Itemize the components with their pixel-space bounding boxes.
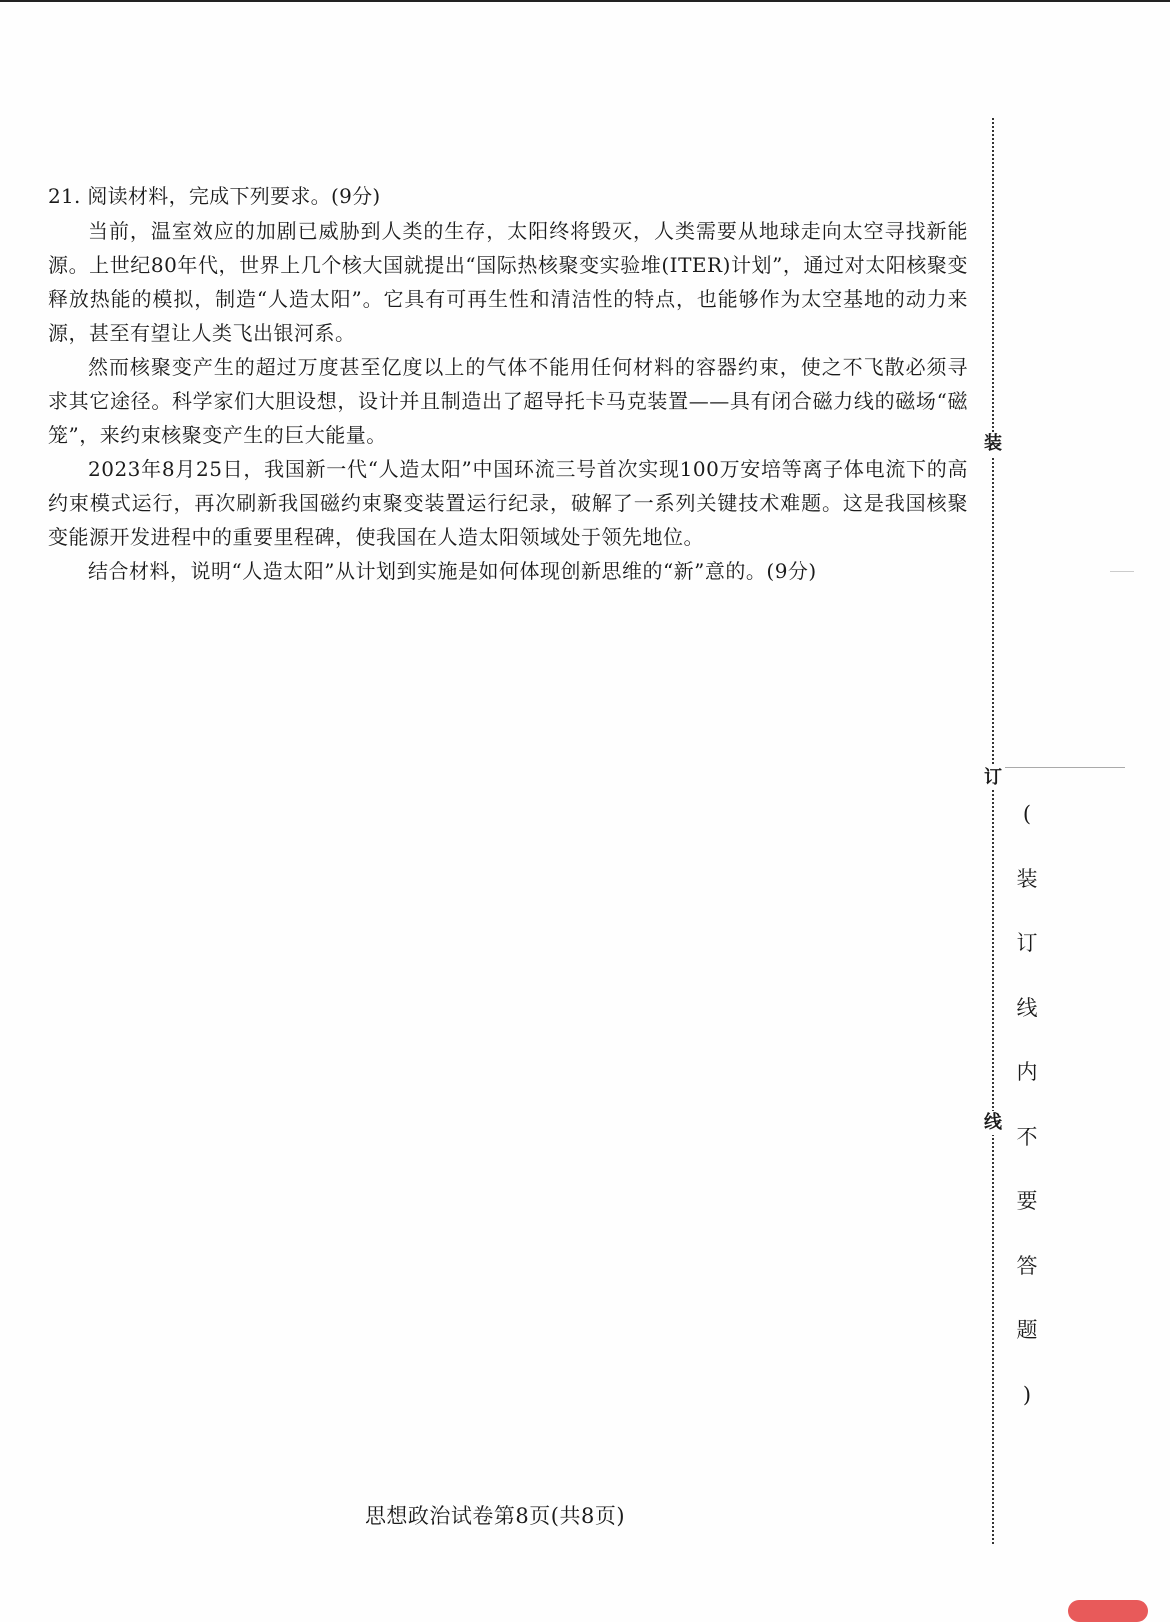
side-note-char: 题 [1016, 1318, 1038, 1342]
page-footer: 思想政治试卷第8页(共8页) [364, 1504, 626, 1528]
binding-char-ding: 订 [984, 767, 1002, 788]
material-paragraph-2: 然而核聚变产生的超过万度甚至亿度以上的气体不能用任何材料的容器约束，使之不飞散必须寻求其它途径。科学家们大胆设想，设计并且制造出了超导托卡马克装置——具有闭合磁力线的磁场“磁笼”，来约束核聚变产生的巨大能量。 [48, 355, 968, 447]
question-title: 21. 阅读材料，完成下列要求。(9分) [48, 184, 381, 208]
material-paragraph-1: 当前，温室效应的加剧已威胁到人类的生存，太阳终将毁灭，人类需要从地球走向太空寻找新能源。上世纪80年代，世界上几个核大国就提出“国际热核聚变实验堆(ITER)计划”，通过对太阳核聚变释放热能的模拟，制造“人造太阳”。它具有可再生性和清洁性的特点，也能够作为太空基地的动力来源，甚至有望让人类飞出银河系。 [48, 219, 968, 345]
top-border-rule [0, 0, 1170, 2]
side-note-char: 订 [1016, 931, 1038, 955]
side-note-char: 答 [1016, 1253, 1038, 1278]
binding-char-xian: 线 [984, 1112, 1002, 1133]
corner-marker [1068, 1600, 1148, 1622]
side-note-char: ) [1022, 1382, 1032, 1407]
side-note-char: 不 [1016, 1124, 1038, 1149]
side-note-char: 线 [1016, 995, 1038, 1020]
question-prompt: 结合材料，说明“人造太阳”从计划到实施是如何体现创新思维的“新”意的。(9分) [88, 559, 817, 583]
binding-dotted-line [992, 118, 994, 1544]
binding-char-zhuang: 装 [984, 433, 1002, 454]
side-note-char: 内 [1016, 1060, 1038, 1084]
do-not-answer-note [1014, 782, 1040, 1427]
side-note-char: 装 [1016, 866, 1038, 891]
question-21 [48, 180, 968, 588]
divider [1110, 571, 1134, 572]
side-note-char: 要 [1016, 1189, 1038, 1213]
material-paragraph-3: 2023年8月25日，我国新一代“人造太阳”中国环流三号首次实现100万安培等离子体电流下的高约束模式运行，再次刷新我国磁约束聚变装置运行纪录，破解了一系列关键技术难题。这是我国核聚变能源开发进程中的重要里程碑，使我国在人造太阳领域处于领先地位。 [48, 457, 968, 549]
side-note-char: ( [1022, 802, 1032, 826]
divider [1005, 767, 1125, 768]
